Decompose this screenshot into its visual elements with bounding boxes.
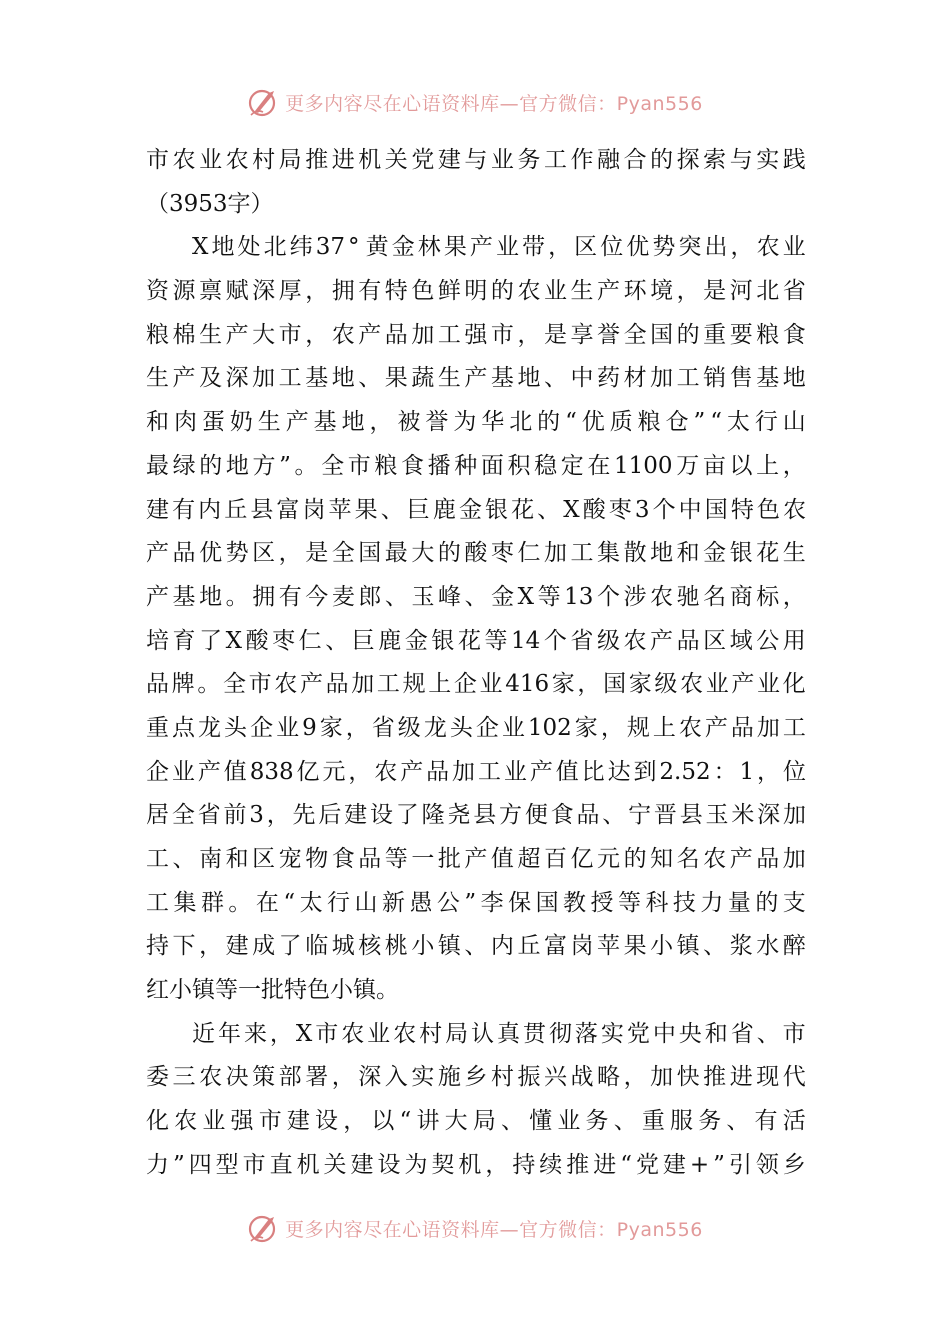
text-line: 工 、 南 和 区 宠 物 食 品 等 一 批 产 值 超 百 亿 元 的 知 名 农 产 品 加 (146, 846, 806, 872)
watermark-text: 更多内容尽在心语资料库—官方微信：Pyan556 (285, 1218, 703, 1241)
text-line: 产 基 地 。 拥 有 今 麦 郎 、 玉 峰 、 金 X 等 13 个 涉 农 驰 名 商 标 ， (146, 583, 806, 610)
text-line: 居 全 省 前 3 ， 先 后 建 设 了 隆 尧 县 方 便 食 品 、 宁 晋 县 玉 米 深 加 (146, 802, 806, 829)
text-line: 工 集 群 。 在 “ 太 行 山 新 愚 公 ” 李 保 国 教 授 等 科 技 力 量 的 支 (146, 889, 806, 916)
text-line: 和 肉 蛋 奶 生 产 基 地 ， 被 誉 为 华 北 的 “ 优 质 粮 仓 ” “ 太 行 山 (146, 409, 806, 436)
text-line: 生 产 及 深 加 工 基 地 、 果 蔬 生 产 基 地 、 中 药 材 加 工 销 售 基 地 (146, 365, 806, 392)
text-line: 近 年 来 ， X 市 农 业 农 村 局 认 真 贯 彻 落 实 党 中 央 和 省 、 市 (192, 1020, 806, 1047)
text-line: X 地 处 北 纬 37 ° 黄 金 林 果 产 业 带 ， 区 位 优 势 突 出 ， 农 业 (192, 234, 806, 261)
pen-nib-circle-icon (247, 1211, 281, 1245)
text-line: 力 ” 四 型 市 直 机 关 建 设 为 契 机 ， 持 续 推 进 “ 党 建 + ” 引 领 乡 (146, 1151, 806, 1178)
pen-nib-circle-icon (247, 85, 281, 119)
text-line: 建 有 内 丘 县 富 岗 苹 果 、 巨 鹿 金 银 花 、 X 酸 枣 3 个 中 国 特 色 农 (146, 496, 806, 523)
document-body (146, 139, 806, 1188)
text-line: 品 牌 。 全 市 农 产 品 加 工 规 上 企 业 416 家 ， 国 家 级 农 业 产 业 化 (146, 671, 806, 698)
text-line: 资 源 禀 赋 深 厚 ， 拥 有 特 色 鲜 明 的 农 业 生 产 环 境 ， 是 河 北 省 (146, 278, 806, 305)
text-line: 企 业 产 值 838 亿 元 ， 农 产 品 加 工 业 产 值 比 达 到 2.52 ： 1 ， 位 (146, 758, 806, 785)
watermark-top (0, 82, 950, 122)
text-line: 重 点 龙 头 企 业 9 家 ， 省 级 龙 头 企 业 102 家 ， 规 上 农 产 品 加 工 (146, 714, 806, 741)
text-line: 委 三 农 决 策 部 署 ， 深 入 实 施 乡 村 振 兴 战 略 ， 加 快 推 进 现 代 (146, 1064, 806, 1091)
watermark-bottom (0, 1208, 950, 1248)
text-line: 持 下 ， 建 成 了 临 城 核 桃 小 镇 、 内 丘 富 岗 苹 果 小 镇 、 浆 水 醉 (146, 933, 806, 960)
text-line: 最 绿 的 地 方 ” 。 全 市 粮 食 播 种 面 积 稳 定 在 1100 万 亩 以 上 ， (146, 452, 806, 479)
watermark-text: 更多内容尽在心语资料库—官方微信：Pyan556 (285, 92, 703, 115)
text-line: 市 农 业 农 村 局 推 进 机 关 党 建 与 业 务 工 作 融 合 的 探 索 与 实 践 (146, 147, 806, 173)
text-line: 产 品 优 势 区 ， 是 全 国 最 大 的 酸 枣 仁 加 工 集 散 地 和 金 银 花 生 (146, 540, 806, 567)
text-line: 红 小 镇 等 一 批 特 色 小 镇 。 (146, 977, 399, 1004)
text-line: 培 育 了 X 酸 枣 仁 、 巨 鹿 金 银 花 等 14 个 省 级 农 产 品 区 域 公 用 (146, 627, 806, 654)
text-line: 化 农 业 强 市 建 设 ， 以 “ 讲 大 局 、 懂 业 务 、 重 服 务 、 有 活 (146, 1108, 806, 1135)
text-line: 粮 棉 生 产 大 市 ， 农 产 品 加 工 强 市 ， 是 享 誉 全 国 的 重 要 粮 食 (146, 321, 806, 348)
text-line: （ 3953 字 ） (146, 190, 274, 217)
